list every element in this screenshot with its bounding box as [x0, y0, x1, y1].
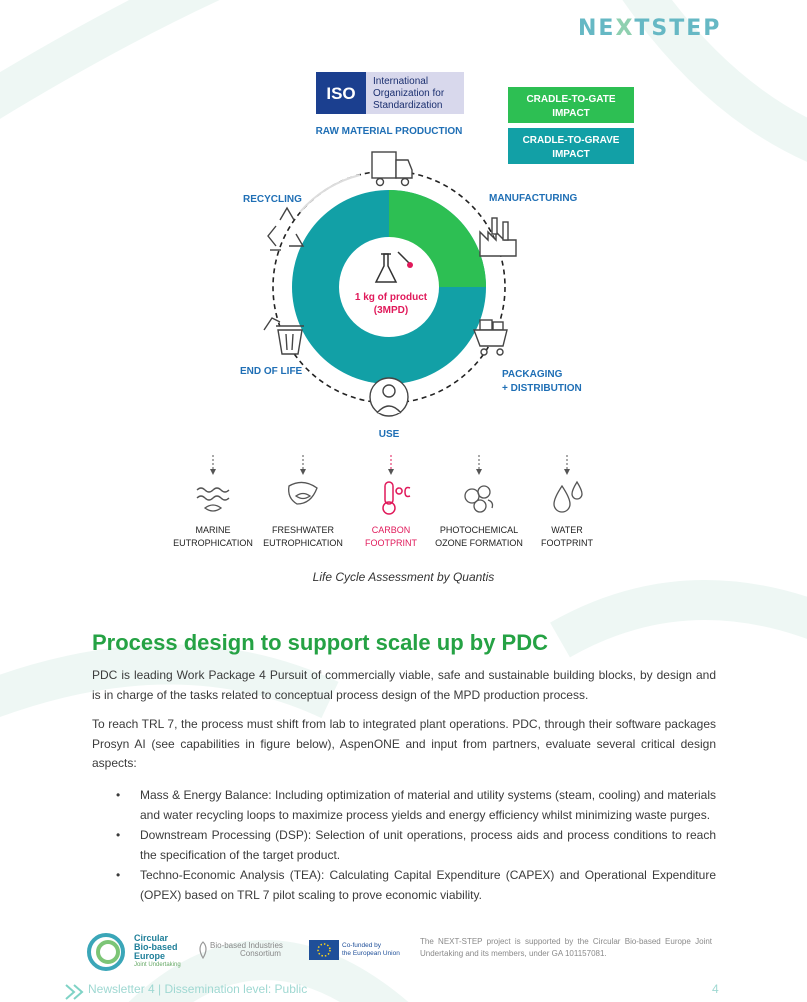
trash-bin-icon — [264, 318, 304, 354]
page-number: 4 — [712, 982, 719, 996]
svg-text:1 kg of product: 1 kg of product — [354, 292, 428, 303]
svg-text:FRESHWATER: FRESHWATER — [272, 525, 334, 535]
svg-text:CRADLE-TO-GRAVE: CRADLE-TO-GRAVE — [522, 135, 620, 146]
newsletter-footer: Newsletter 4 | Dissemination level: Public — [88, 982, 308, 996]
cart-icon — [474, 320, 507, 355]
stage-use: USE — [378, 429, 400, 440]
svg-text:FOOTPRINT: FOOTPRINT — [365, 538, 417, 548]
iso-logo — [316, 72, 464, 114]
stage-recycling: RECYCLING — [243, 194, 302, 205]
chevron-right-icon — [64, 983, 86, 1001]
svg-text:EUTROPHICATION: EUTROPHICATION — [173, 538, 253, 548]
ring-center — [339, 237, 439, 337]
svg-text:IMPACT: IMPACT — [552, 149, 590, 160]
svg-text:OZONE FORMATION: OZONE FORMATION — [435, 538, 523, 548]
impact-water — [541, 455, 593, 548]
legend — [508, 87, 634, 164]
impact-marine — [173, 455, 253, 548]
truck-icon — [372, 152, 412, 186]
funder-logos — [86, 932, 416, 972]
svg-text:CRADLE-TO-GATE: CRADLE-TO-GATE — [526, 94, 616, 105]
svg-text:+ DISTRIBUTION: + DISTRIBUTION — [502, 383, 582, 394]
design-aspects-list — [92, 786, 716, 906]
svg-text:MARINE: MARINE — [195, 525, 231, 535]
list-item: • Downstream Processing (DSP): Selection of unit operations, process aids and process conditions to reach the specification of the target product. — [92, 826, 716, 865]
svg-text:International: International — [373, 76, 429, 87]
eu-cofunded-logo: Co-funded by the European Union — [342, 942, 400, 957]
cbe-logo-icon — [86, 932, 130, 972]
svg-text:EUTROPHICATION: EUTROPHICATION — [263, 538, 343, 548]
nextstep-logo: NEXTSTEP — [578, 16, 722, 41]
svg-text:Standardization: Standardization — [373, 100, 443, 111]
svg-text:CARBON: CARBON — [371, 525, 411, 535]
user-icon — [370, 378, 408, 416]
impact-carbon — [365, 455, 417, 548]
svg-text:ISO: ISO — [326, 84, 356, 103]
bbi-logo: Bio-based Industries Consortium — [210, 941, 283, 958]
stage-packaging: PACKAGING — [502, 369, 563, 380]
list-item: • Techno-Economic Analysis (TEA): Calculating Capital Expenditure (CAPEX) and Operational Expenditure (OPEX) based on TRL 7 pilot scaling to prove economic viability. — [92, 866, 716, 905]
support-statement: The NEXT-STEP project is supported by the Circular Bio-based Europe Joint Undertaking and its members, under GA 101157081. — [420, 937, 712, 958]
figure-caption: Life Cycle Assessment by Quantis — [312, 570, 495, 584]
stage-raw-material: RAW MATERIAL PRODUCTION — [315, 126, 463, 137]
svg-text:(3MPD): (3MPD) — [373, 305, 409, 316]
impact-photochemical — [435, 455, 523, 548]
list-item: • Mass & Energy Balance: Including optimization of material and utility systems (steam, cooling) and materials and water recycling loops to maximize process yields and energy efficiency whilst minimizing waste purges. — [92, 786, 716, 825]
paragraph-1: PDC is leading Work Package 4 Pursuit of commercially viable, safe and sustainable building blocks, by design and is in charge of the tasks related to conceptual process design of the MPD production process. — [92, 668, 716, 702]
stage-manufacturing: MANUFACTURING — [489, 193, 578, 204]
cbe-logo: Circular Bio-based Europe Joint Undertaking — [134, 933, 181, 968]
svg-text:IMPACT: IMPACT — [552, 108, 590, 119]
bbi-leaf-icon — [196, 940, 210, 960]
section-heading: Process design to support scale up by PDC — [92, 630, 548, 655]
svg-text:FOOTPRINT: FOOTPRINT — [541, 538, 593, 548]
stage-end-of-life: END OF LIFE — [240, 366, 303, 377]
svg-text:WATER: WATER — [551, 525, 583, 535]
eu-flag-icon — [309, 940, 339, 960]
impact-freshwater — [263, 455, 343, 548]
svg-text:PHOTOCHEMICAL: PHOTOCHEMICAL — [439, 525, 519, 535]
paragraph-2: To reach TRL 7, the process must shift from lab to integrated plant operations. PDC, through their software packages Prosyn AI (see capabilities in figure below), AspenONE and input from partners, evaluate several critical design aspects: — [92, 717, 716, 770]
svg-text:Organization for: Organization for — [373, 88, 445, 99]
